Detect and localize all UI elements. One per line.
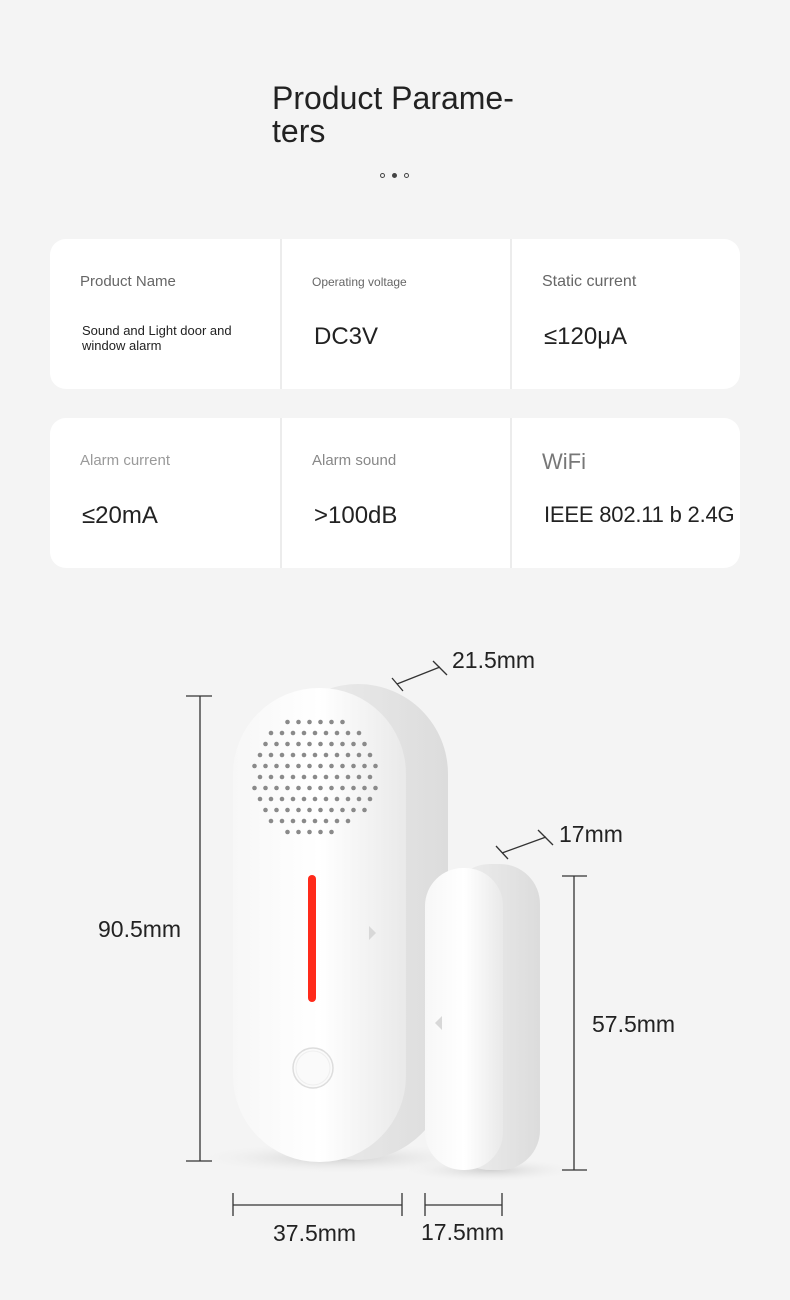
grille-hole bbox=[362, 786, 367, 791]
spec-label: Product Name bbox=[80, 273, 176, 290]
grille-hole bbox=[302, 797, 307, 802]
spec-label: Operating voltage bbox=[312, 275, 407, 289]
grille-hole bbox=[351, 764, 356, 769]
grille-hole bbox=[263, 786, 268, 791]
grille-hole bbox=[285, 830, 290, 835]
grille-hole bbox=[291, 819, 296, 824]
spec-wifi bbox=[510, 418, 740, 568]
grille-hole bbox=[318, 764, 323, 769]
grille-hole bbox=[291, 775, 296, 780]
grille-hole bbox=[340, 786, 345, 791]
grille-hole bbox=[329, 764, 334, 769]
grille-hole bbox=[274, 764, 279, 769]
grille-hole bbox=[346, 775, 351, 780]
grille-hole bbox=[296, 764, 301, 769]
pager-dots bbox=[380, 173, 409, 178]
grille-hole bbox=[280, 819, 285, 824]
grille-hole bbox=[296, 786, 301, 791]
grille-hole bbox=[329, 742, 334, 747]
grille-hole bbox=[318, 786, 323, 791]
grille-hole bbox=[307, 764, 312, 769]
grille-hole bbox=[285, 764, 290, 769]
grille-hole bbox=[340, 764, 345, 769]
main-height-label: 90.5mm bbox=[98, 916, 182, 942]
grille-hole bbox=[263, 742, 268, 747]
red-indicator bbox=[308, 875, 316, 1002]
grille-hole bbox=[329, 808, 334, 813]
grille-hole bbox=[269, 797, 274, 802]
grille-hole bbox=[357, 753, 362, 758]
grille-hole bbox=[368, 753, 373, 758]
grille-hole bbox=[258, 775, 263, 780]
spec-card-1 bbox=[50, 239, 740, 389]
grille-hole bbox=[313, 731, 318, 736]
grille-hole bbox=[280, 775, 285, 780]
grille-hole bbox=[318, 808, 323, 813]
grille-hole bbox=[296, 720, 301, 725]
main-unit-front bbox=[233, 688, 406, 1162]
grille-hole bbox=[302, 731, 307, 736]
grille-hole bbox=[307, 786, 312, 791]
grille-hole bbox=[302, 753, 307, 758]
grille-hole bbox=[362, 808, 367, 813]
spec-value: ≤20mA bbox=[82, 502, 158, 529]
grille-hole bbox=[285, 786, 290, 791]
spec-operating-voltage bbox=[280, 239, 510, 389]
grille-hole bbox=[313, 753, 318, 758]
grille-hole bbox=[307, 808, 312, 813]
grille-hole bbox=[362, 742, 367, 747]
grille-hole bbox=[346, 819, 351, 824]
grille-hole bbox=[258, 753, 263, 758]
main-depth-label: 21.5mm bbox=[452, 647, 536, 673]
grille-hole bbox=[280, 797, 285, 802]
spec-label: Alarm current bbox=[80, 452, 171, 469]
spec-static-current bbox=[510, 239, 740, 389]
grille-hole bbox=[291, 731, 296, 736]
grille-hole bbox=[296, 808, 301, 813]
spec-value: Sound and Light door and window alarm bbox=[82, 323, 232, 353]
pager-dot-active[interactable] bbox=[392, 173, 397, 178]
grille-hole bbox=[313, 819, 318, 824]
grille-hole bbox=[351, 742, 356, 747]
grille-hole bbox=[285, 808, 290, 813]
grille-hole bbox=[313, 797, 318, 802]
product-dimension-diagram bbox=[0, 600, 790, 1300]
spec-value: IEEE 802.11 b 2.4G bbox=[544, 502, 735, 527]
grille-hole bbox=[373, 764, 378, 769]
grille-hole bbox=[346, 753, 351, 758]
grille-hole bbox=[329, 786, 334, 791]
grille-hole bbox=[335, 797, 340, 802]
grille-hole bbox=[368, 797, 373, 802]
grille-hole bbox=[291, 797, 296, 802]
grille-hole bbox=[340, 742, 345, 747]
magnet-height-label: 57.5mm bbox=[592, 1011, 676, 1037]
product-illustration bbox=[0, 600, 790, 1300]
grille-hole bbox=[269, 753, 274, 758]
grille-hole bbox=[368, 775, 373, 780]
pager-dot[interactable] bbox=[380, 173, 385, 178]
page-title: Product Parame- ters bbox=[272, 80, 514, 149]
grille-hole bbox=[351, 808, 356, 813]
spec-value: ≤120μA bbox=[544, 323, 628, 350]
grille-hole bbox=[269, 819, 274, 824]
grille-hole bbox=[318, 720, 323, 725]
grille-hole bbox=[263, 764, 268, 769]
grille-hole bbox=[285, 742, 290, 747]
grille-hole bbox=[307, 830, 312, 835]
grille-hole bbox=[313, 775, 318, 780]
grille-hole bbox=[362, 764, 367, 769]
grille-hole bbox=[324, 753, 329, 758]
grille-hole bbox=[296, 830, 301, 835]
main-width-label: 37.5mm bbox=[273, 1220, 357, 1246]
grille-hole bbox=[258, 797, 263, 802]
grille-hole bbox=[324, 797, 329, 802]
grille-hole bbox=[357, 731, 362, 736]
magnet-depth-label: 17mm bbox=[559, 821, 623, 847]
grille-hole bbox=[263, 808, 268, 813]
grille-hole bbox=[269, 775, 274, 780]
spec-value: >100dB bbox=[314, 502, 398, 529]
main-button bbox=[293, 1048, 333, 1088]
grille-hole bbox=[346, 797, 351, 802]
spec-value: DC3V bbox=[314, 323, 379, 350]
grille-hole bbox=[351, 786, 356, 791]
grille-hole bbox=[357, 775, 362, 780]
magnet-width-label: 17.5mm bbox=[421, 1219, 505, 1245]
grille-hole bbox=[329, 720, 334, 725]
grille-hole bbox=[291, 753, 296, 758]
grille-hole bbox=[340, 720, 345, 725]
grille-hole bbox=[252, 764, 257, 769]
grille-hole bbox=[329, 830, 334, 835]
grille-hole bbox=[318, 830, 323, 835]
grille-hole bbox=[340, 808, 345, 813]
grille-hole bbox=[285, 720, 290, 725]
magnet-front bbox=[425, 868, 503, 1170]
spec-label: WiFi bbox=[542, 449, 586, 474]
spec-label: Static current bbox=[542, 273, 637, 290]
grille-hole bbox=[324, 775, 329, 780]
grille-hole bbox=[307, 720, 312, 725]
grille-hole bbox=[335, 731, 340, 736]
grille-hole bbox=[252, 786, 257, 791]
grille-hole bbox=[274, 786, 279, 791]
grille-hole bbox=[324, 819, 329, 824]
spec-product-name bbox=[50, 239, 280, 389]
spec-label: Alarm sound bbox=[312, 452, 397, 469]
grille-hole bbox=[318, 742, 323, 747]
spec-alarm-current bbox=[50, 418, 280, 568]
grille-hole bbox=[302, 819, 307, 824]
grille-hole bbox=[335, 819, 340, 824]
grille-hole bbox=[269, 731, 274, 736]
grille-hole bbox=[302, 775, 307, 780]
grille-hole bbox=[274, 808, 279, 813]
grille-hole bbox=[335, 775, 340, 780]
grille-hole bbox=[335, 753, 340, 758]
grille-hole bbox=[274, 742, 279, 747]
grille-hole bbox=[357, 797, 362, 802]
spec-alarm-sound bbox=[280, 418, 510, 568]
pager-dot[interactable] bbox=[404, 173, 409, 178]
grille-hole bbox=[280, 753, 285, 758]
grille-hole bbox=[296, 742, 301, 747]
spec-card-2 bbox=[50, 418, 740, 568]
grille-hole bbox=[324, 731, 329, 736]
grille-hole bbox=[346, 731, 351, 736]
grille-hole bbox=[307, 742, 312, 747]
grille-hole bbox=[373, 786, 378, 791]
grille-hole bbox=[280, 731, 285, 736]
